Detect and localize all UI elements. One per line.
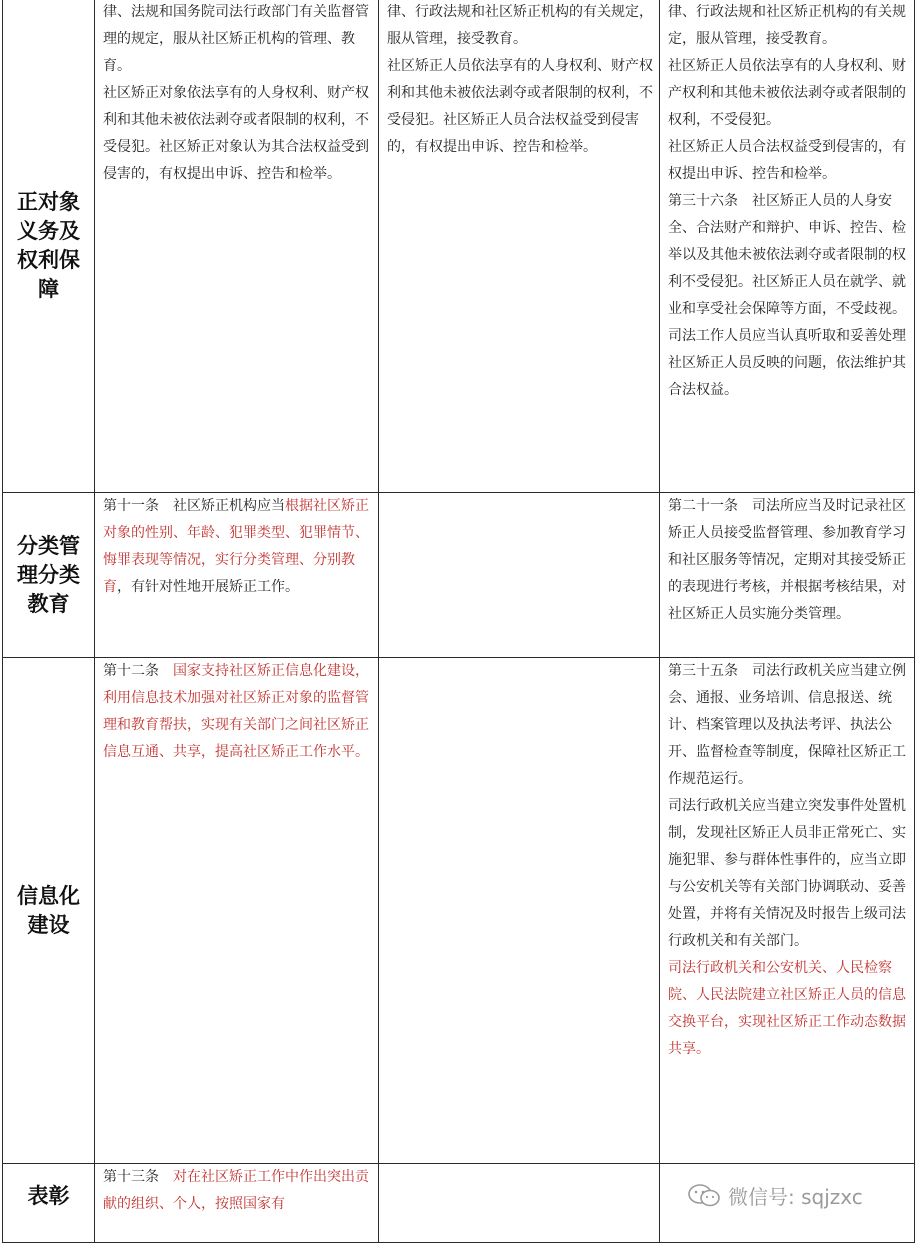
table-row	[3, 0, 915, 493]
text-span: 第十三条	[103, 1169, 173, 1185]
row-heading: 信息化建设	[3, 658, 95, 1164]
table-row	[3, 658, 915, 1164]
paragraph: 第三十六条 社区矫正人员的人身安全、合法财产和辩护、申诉、控告、检举以及其他未被依法剥夺或者限制的权利不受侵犯。社区矫正人员在就学、就业和享受社会保障等方面，不受歧视。	[668, 193, 906, 317]
table-cell-col1	[95, 1164, 379, 1243]
table-cell-col1	[95, 0, 379, 493]
table-cell-col2	[379, 658, 660, 1164]
paragraph: 社区矫正对象依法享有的人身权利、财产权利和其他未被依法剥夺或者限制的权利，不受侵犯。社区矫正对象认为其合法权益受到侵害的，有权提出申诉、控告和检举。	[103, 85, 369, 182]
watermark	[686, 1180, 916, 1210]
paragraph: 律、法规和国务院司法行政部门有关监督管理的规定，服从社区矫正机构的管理、教育。	[103, 4, 369, 74]
row-heading: 分类管理分类教育	[3, 493, 95, 658]
paragraph: 司法行政机关应当建立突发事件处置机制，发现社区矫正人员非正常死亡、实施犯罪、参与群体性事件的，应当立即与公安机关等有关部门协调联动、妥善处置，并将有关情况及时报告上级司法行政机关和有关部门。	[668, 798, 906, 949]
paragraph: 律、行政法规和社区矫正机构的有关规定，服从管理，接受教育。	[668, 4, 906, 47]
paragraph: 社区矫正人员合法权益受到侵害的，有权提出申诉、控告和检举。	[668, 139, 906, 182]
paragraph: 第三十五条 司法行政机关应当建立例会、通报、业务培训、信息报送、统计、档案管理以及执法考评、执法公开、监督检查等制度，保障社区矫正工作规范运行。	[668, 663, 906, 787]
highlighted-text: 根据社区矫正对象的性别、年龄、犯罪类型、犯罪情节、悔罪表现等情况，实行分类管理、分别教育	[103, 498, 369, 595]
table-cell-col3	[660, 0, 915, 493]
wechat-icon	[686, 1183, 722, 1207]
highlighted-text: 对在社区矫正工作中作出突出贡献的组织、个人，按照国家有	[103, 1169, 369, 1212]
row-heading: 正对象义务及权利保障	[3, 0, 95, 493]
paragraph: 社区矫正人员依法享有的人身权利、财产权利和其他未被依法剥夺或者限制的权利，不受侵犯。社区矫正人员合法权益受到侵害的，有权提出申诉、控告和检举。	[387, 58, 653, 155]
paragraph	[103, 493, 372, 601]
table-cell-col3	[660, 493, 915, 658]
paragraph: 第二十一条 司法所应当及时记录社区矫正人员接受监督管理、参加教育学习和社区服务等情况，定期对其接受矫正的表现进行考核，并根据考核结果，对社区矫正人员实施分类管理。	[668, 498, 906, 622]
table-cell-col3	[660, 658, 915, 1164]
paragraph	[103, 1164, 372, 1218]
paragraph: 司法工作人员应当认真听取和妥善处理社区矫正人员反映的问题，依法维护其合法权益。	[668, 328, 906, 398]
table-cell-col1	[95, 658, 379, 1164]
row-heading: 表彰	[3, 1164, 95, 1243]
table-cell-col2	[379, 1164, 660, 1243]
highlighted-text: 国家支持社区矫正信息化建设，利用信息技术加强对社区矫正对象的监督管理和教育帮扶，实现有关部门之间社区矫正信息互通、共享，提高社区矫正工作水平。	[103, 663, 369, 760]
text-span: ，有针对性地开展矫正工作。	[117, 579, 299, 595]
text-span: 第十二条	[103, 663, 173, 679]
watermark-text: 微信号: sqjzxc	[728, 1184, 863, 1209]
comparison-table	[2, 0, 915, 1243]
paragraph	[103, 658, 372, 766]
table-row	[3, 493, 915, 658]
table-cell-col2	[379, 0, 660, 493]
table-cell-col1	[95, 493, 379, 658]
paragraph: 司法行政机关和公安机关、人民检察院、人民法院建立社区矫正人员的信息交换平台，实现社区矫正工作动态数据共享。	[668, 960, 906, 1057]
table-cell-col2	[379, 493, 660, 658]
paragraph: 律、行政法规和社区矫正机构的有关规定，服从管理，接受教育。	[387, 4, 653, 47]
text-span: 第十一条 社区矫正机构应当	[103, 498, 285, 514]
paragraph: 社区矫正人员依法享有的人身权利、财产权利和其他未被依法剥夺或者限制的权利，不受侵犯。	[668, 58, 906, 128]
